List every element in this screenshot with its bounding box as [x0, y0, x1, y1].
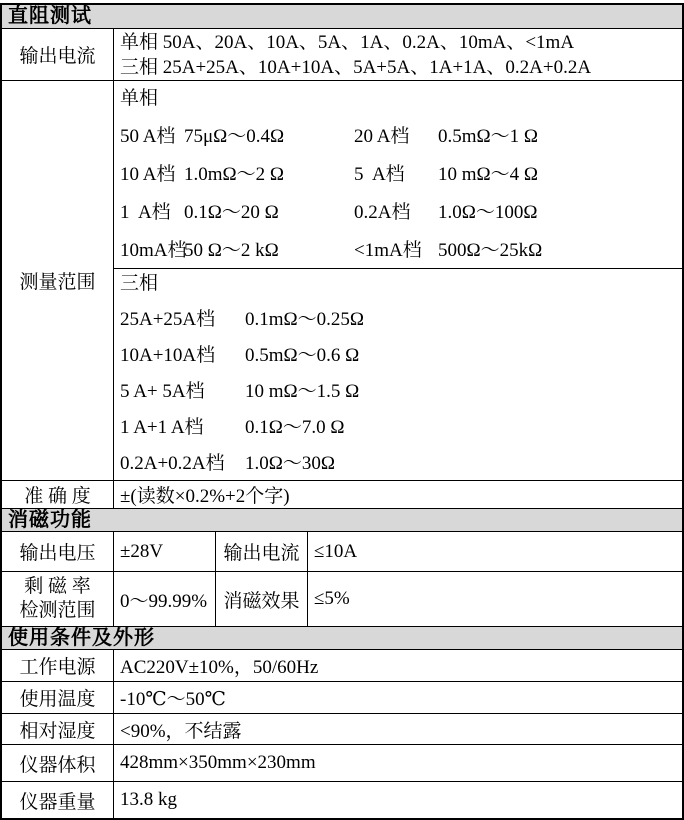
range-name: 1 A档 — [120, 202, 171, 223]
measure-range-content — [114, 81, 682, 480]
row-accuracy — [2, 480, 682, 508]
range-name: 5 A+ 5A档 — [120, 381, 205, 402]
range-name: 20 A档 — [354, 126, 410, 147]
instrument-size-label: 仪器体积 — [2, 745, 114, 781]
table-row — [120, 335, 682, 371]
row-instrument-weight — [2, 781, 682, 818]
table-row — [120, 153, 682, 191]
demag-effect-value: ≤5% — [314, 588, 350, 609]
section-header-conditions: 使用条件及外形 — [2, 626, 682, 649]
section-header-dc-resistance: 直阻测试 — [2, 5, 682, 28]
output-voltage-label: 输出电压 — [2, 532, 114, 571]
relative-humidity-label: 相对湿度 — [2, 714, 114, 744]
range-name: <1mA档 — [354, 240, 422, 261]
remanence-rate-label-line1: 剩 磁 率 — [24, 576, 91, 597]
relative-humidity-value: <90%，不结露 — [120, 720, 242, 742]
range-name: 10A+10A档 — [120, 345, 216, 366]
demag-output-current-label: 输出电流 — [216, 532, 308, 571]
spec-table — [0, 3, 684, 820]
row-instrument-size — [2, 744, 682, 781]
output-voltage-value: ±28V — [114, 532, 216, 571]
remanence-rate-label — [2, 572, 114, 626]
row-demag-voltage-current — [2, 531, 682, 571]
row-remanence-effect — [2, 571, 682, 626]
single-phase-title: 单相 — [120, 88, 159, 109]
power-supply-label: 工作电源 — [2, 650, 114, 681]
range-value: 10 mΩ～1.5 Ω — [245, 381, 360, 402]
range-name: 1 A+1 A档 — [120, 417, 204, 438]
accuracy-value: ±(读数×0.2%+2个字) — [120, 486, 290, 507]
accuracy-label: 准 确 度 — [2, 481, 114, 508]
remanence-rate-label-line2: 检测范围 — [19, 600, 96, 621]
table-row — [120, 407, 682, 443]
table-row — [120, 299, 682, 335]
row-relative-humidity — [2, 713, 682, 744]
range-value: 75μΩ～0.4Ω — [184, 126, 285, 147]
range-value: 1.0Ω～30Ω — [245, 453, 335, 474]
row-measure-range — [2, 80, 682, 480]
range-value: 0.5mΩ～0.6 Ω — [245, 345, 360, 366]
table-row — [120, 115, 682, 153]
operating-temperature-label: 使用温度 — [2, 682, 114, 713]
demag-output-current-value: ≤10A — [314, 540, 358, 562]
range-name: 0.2A档 — [354, 202, 411, 223]
range-value: 10 mΩ～4 Ω — [438, 164, 539, 185]
range-value: 50 Ω～2 kΩ — [184, 240, 279, 261]
range-value: 0.1mΩ～0.25Ω — [245, 309, 365, 330]
output-current-three-phase: 三相 25A+25A、10A+10A、5A+5A、1A+1A、0.2A+0.2A — [120, 56, 592, 78]
output-current-label: 输出电流 — [2, 29, 114, 80]
table-row — [120, 191, 682, 229]
range-name: 5 A档 — [354, 164, 405, 185]
three-phase-block — [114, 268, 682, 480]
range-name: 10mA档 — [120, 240, 187, 261]
range-value: 0.5mΩ～1 Ω — [438, 126, 539, 147]
table-row — [120, 371, 682, 407]
range-name: 0.2A+0.2A档 — [120, 453, 225, 474]
output-current-single-phase: 单相 50A、20A、10A、5A、1A、0.2A、10mA、<1mA — [120, 31, 575, 53]
instrument-size-value: 428mm×350mm×230mm — [120, 752, 316, 773]
table-row — [120, 229, 682, 267]
demag-effect-label: 消磁效果 — [216, 572, 308, 626]
single-phase-block — [114, 81, 682, 268]
range-value: 500Ω～25kΩ — [438, 240, 543, 261]
measure-range-label: 测量范围 — [2, 81, 114, 480]
power-supply-value: AC220V±10%，50/60Hz — [120, 657, 319, 678]
instrument-weight-value: 13.8 kg — [120, 789, 177, 810]
range-value: 0.1Ω～7.0 Ω — [245, 417, 345, 438]
table-row — [120, 443, 682, 479]
output-current-value — [114, 29, 682, 80]
operating-temperature-value: -10℃～50℃ — [120, 689, 226, 710]
three-phase-title: 三相 — [120, 273, 159, 294]
range-name: 25A+25A档 — [120, 309, 216, 330]
remanence-rate-value: 0～99.99% — [114, 572, 216, 626]
range-value: 0.1Ω～20 Ω — [184, 202, 279, 223]
range-value: 1.0mΩ～2 Ω — [184, 164, 285, 185]
section-header-demagnetization: 消磁功能 — [2, 508, 682, 531]
instrument-weight-label: 仪器重量 — [2, 782, 114, 818]
range-name: 10 A档 — [120, 164, 176, 185]
range-value: 1.0Ω～100Ω — [438, 202, 538, 223]
row-power-supply — [2, 649, 682, 681]
range-name: 50 A档 — [120, 126, 176, 147]
row-output-current — [2, 28, 682, 80]
row-operating-temperature — [2, 681, 682, 713]
